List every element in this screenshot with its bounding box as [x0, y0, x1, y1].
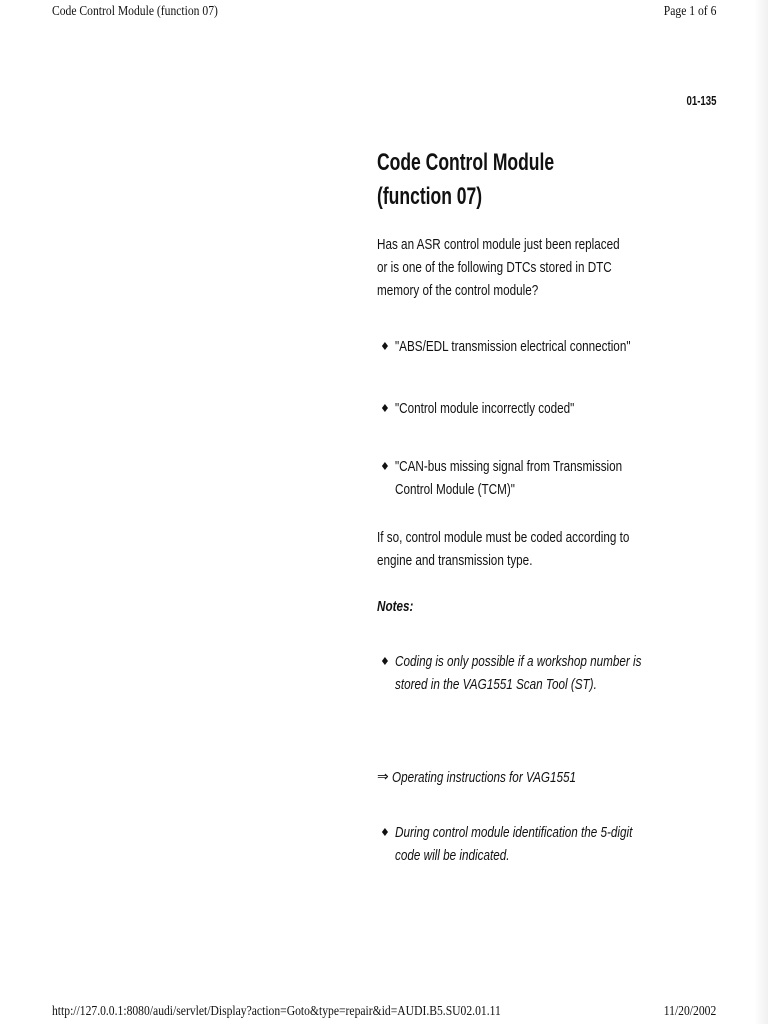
intro-paragraph [377, 233, 620, 302]
list-item-text [395, 397, 574, 420]
paragraph-line: engine and transmission type. [377, 552, 533, 569]
diamond-bullet-icon: ♦ [380, 460, 390, 473]
note-item-line: stored in the VAG1551 Scan Tool (ST). [395, 676, 597, 693]
footer-date: 11/20/2002 [663, 1004, 716, 1019]
list-item-text [395, 455, 622, 501]
header-page-indicator: Page 1 of 6 [663, 4, 716, 19]
header-title: Code Control Module (function 07) [52, 4, 218, 19]
list-item-line: "CAN-bus missing signal from Transmission [395, 458, 623, 475]
section-title [377, 146, 554, 214]
note-item-text [395, 821, 632, 867]
note-item-line: Coding is only possible if a workshop number is [395, 653, 642, 670]
footer-url: http://127.0.0.1:8080/audi/servlet/Display?action=Goto&type=repair&id=AUDI.B5.SU02.01.11 [52, 1004, 501, 1019]
page-edge-shade [754, 0, 768, 1024]
paragraph-line: If so, control module must be coded according to [377, 529, 630, 546]
notes-heading: Notes: [377, 598, 414, 615]
diamond-bullet-icon: ♦ [380, 655, 390, 668]
title-line: Code Control Module [377, 149, 555, 176]
note-item-line: code will be indicated. [395, 847, 510, 864]
reference-link-text: Operating instructions for VAG1551 [392, 769, 577, 786]
double-arrow-right-icon: ⇒ [377, 769, 389, 785]
coding-rule-paragraph [377, 526, 629, 572]
section-code: 01-135 [686, 93, 716, 108]
diamond-bullet-icon: ♦ [380, 340, 390, 353]
title-line: (function 07) [377, 183, 483, 210]
note-item-text [395, 650, 641, 696]
list-item-line: "ABS/EDL transmission electrical connection" [395, 338, 631, 355]
diamond-bullet-icon: ♦ [380, 402, 390, 415]
note-item-line: During control module identification the 5-digit [395, 824, 633, 841]
list-item-line: "Control module incorrectly coded" [395, 400, 575, 417]
list-item-text [395, 335, 630, 358]
paragraph-line: Has an ASR control module just been replaced [377, 236, 620, 253]
paragraph-line: or is one of the following DTCs stored in DTC [377, 259, 612, 276]
diamond-bullet-icon: ♦ [380, 826, 390, 839]
paragraph-line: memory of the control module? [377, 282, 539, 299]
list-item-line: Control Module (TCM)" [395, 481, 515, 498]
